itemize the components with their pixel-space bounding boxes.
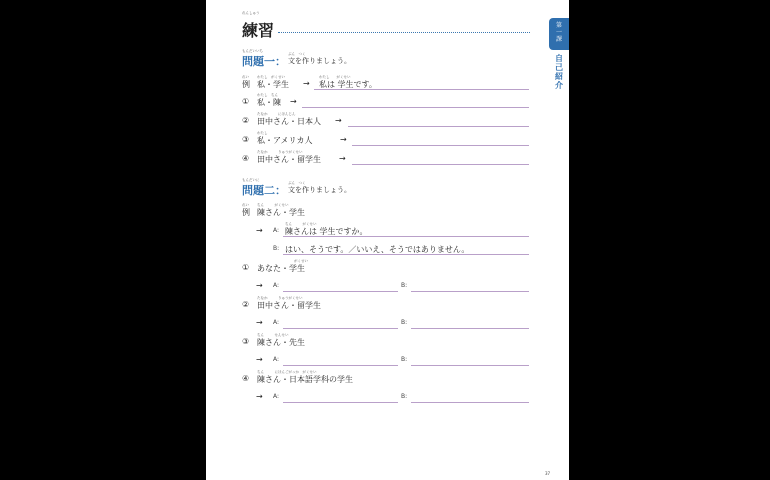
speaker-a-label: A: (273, 393, 280, 400)
q2-item-a-line[interactable] (283, 402, 398, 403)
speaker-a-label: A: (273, 356, 280, 363)
q2-item-a-line[interactable] (283, 291, 398, 292)
q1-item-prompt: 田中さん・留学生 (257, 155, 321, 164)
q2-instruction: 文を作りましょう。 (288, 186, 351, 194)
title-ruby: れんしゅう (242, 11, 260, 15)
q1-item-ruby: たなか にほんじん (257, 112, 296, 116)
q2-item-a-line[interactable] (283, 365, 398, 366)
q2-item-ruby: たなか りゅうがくせい (257, 296, 303, 300)
q2-item-prompt: 田中さん・留学生 (257, 301, 321, 310)
lesson-tab-char: 一 (555, 29, 562, 36)
q2-heading-ruby: もんだいに (242, 178, 260, 182)
speaker-b-label: B: (401, 282, 408, 289)
title-dotted-rule (278, 32, 530, 33)
q2-instruction-ruby: ぶん つく (288, 181, 306, 185)
q2-item-b-line[interactable] (411, 291, 529, 292)
q2-example-a-ruby: ちん がくせい (285, 222, 317, 226)
arrow-icon: → (303, 79, 310, 88)
q2-item-prompt: 陳さん・日本語学科の学生 (257, 375, 353, 384)
arrow-icon: → (256, 355, 263, 364)
q1-item-prompt: 田中さん・日本人 (257, 117, 321, 126)
lesson-topic-label (552, 54, 566, 90)
q1-instruction-ruby: ぶん つく (288, 52, 306, 56)
q2-example-b-line (283, 254, 529, 255)
page-number: 37 (545, 471, 551, 476)
q2-item-b-line[interactable] (411, 328, 529, 329)
q2-item-marker: ① (242, 263, 250, 272)
q1-heading-ruby: もんだいいち (242, 49, 263, 53)
q2-item-prompt: 陳さん・先生 (257, 338, 305, 347)
q1-item-marker: ② (242, 116, 250, 125)
q2-item-marker: ③ (242, 337, 250, 346)
page-title: 練習 (242, 21, 275, 40)
q1-example-marker: 例 (242, 80, 250, 89)
q1-item-prompt: 私・陳 (257, 98, 281, 107)
q1-item-ruby: わたし (257, 131, 268, 135)
q1-item-answer-line[interactable] (352, 164, 529, 165)
q2-item-b-line[interactable] (411, 402, 529, 403)
lesson-tab (549, 18, 569, 50)
q1-item-prompt: 私・アメリカ人 (257, 136, 313, 145)
q2-example-b-answer: はい、そうです。／いいえ、そうではありません。 (285, 245, 470, 254)
lesson-topic-char: 己 (555, 63, 563, 72)
q1-instruction: 文を作りましょう。 (288, 57, 351, 65)
q1-item-ruby: わたし ちん (257, 93, 278, 97)
q1-example-answer: 私は 学生です。 (319, 80, 377, 89)
q2-item-marker: ④ (242, 374, 250, 383)
workbook-page (206, 0, 569, 480)
q2-item-ruby: ちん せんせい (257, 333, 289, 337)
q2-item-prompt: あなた・学生 (257, 264, 305, 273)
lesson-topic-char: 介 (555, 81, 563, 90)
q2-item-b-line[interactable] (411, 365, 529, 366)
q1-item-answer-line[interactable] (352, 145, 529, 146)
q2-item-a-line[interactable] (283, 328, 398, 329)
arrow-icon: → (290, 97, 297, 106)
speaker-b-label: B: (401, 356, 408, 363)
arrow-icon: → (335, 116, 342, 125)
q2-example-marker-ruby: れい (242, 203, 249, 207)
lesson-topic-char: 紹 (555, 72, 563, 81)
q1-item-answer-line[interactable] (348, 126, 529, 127)
arrow-icon: → (256, 226, 263, 235)
q1-item-answer-line[interactable] (302, 107, 529, 108)
q2-example-prompt: 陳さん・学生 (257, 208, 305, 217)
lesson-tab-char: 第 (555, 22, 562, 29)
q2-example-a-answer: 陳さんは 学生ですか。 (285, 227, 368, 236)
q1-example-answer-ruby: わたし がくせい (319, 75, 351, 79)
speaker-a-label: A: (273, 319, 280, 326)
arrow-icon: → (339, 154, 346, 163)
speaker-b-label: B: (401, 319, 408, 326)
lesson-topic-char: 自 (555, 54, 563, 63)
q1-item-marker: ③ (242, 135, 250, 144)
q1-item-marker: ④ (242, 154, 250, 163)
q2-example-marker: 例 (242, 208, 250, 217)
speaker-b-label: B: (273, 245, 280, 252)
q2-example-prompt-ruby: ちん がくせい (257, 203, 289, 207)
q2-item-ruby: がくせい (294, 259, 308, 263)
arrow-icon: → (256, 392, 263, 401)
q1-item-ruby: たなか りゅうがくせい (257, 150, 303, 154)
speaker-b-label: B: (401, 393, 408, 400)
q1-example-prompt-ruby: わたし がくせい (257, 75, 285, 79)
arrow-icon: → (340, 135, 347, 144)
q2-example-a-line (283, 236, 529, 237)
q1-example-answer-line (314, 89, 529, 90)
arrow-icon: → (256, 281, 263, 290)
q2-item-ruby: ちん にほんごがっか がくせい (257, 370, 317, 374)
q2-item-marker: ② (242, 300, 250, 309)
speaker-a-label: A: (273, 282, 280, 289)
q1-item-marker: ① (242, 97, 250, 106)
q1-heading: 問題一： (242, 55, 286, 68)
q1-example-marker-ruby: れい (242, 75, 249, 79)
q2-heading: 問題二： (242, 184, 286, 197)
arrow-icon: → (256, 318, 263, 327)
speaker-a-label: A: (273, 227, 280, 234)
lesson-tab-char: 課 (555, 36, 562, 43)
q1-example-prompt: 私・学生 (257, 80, 289, 89)
